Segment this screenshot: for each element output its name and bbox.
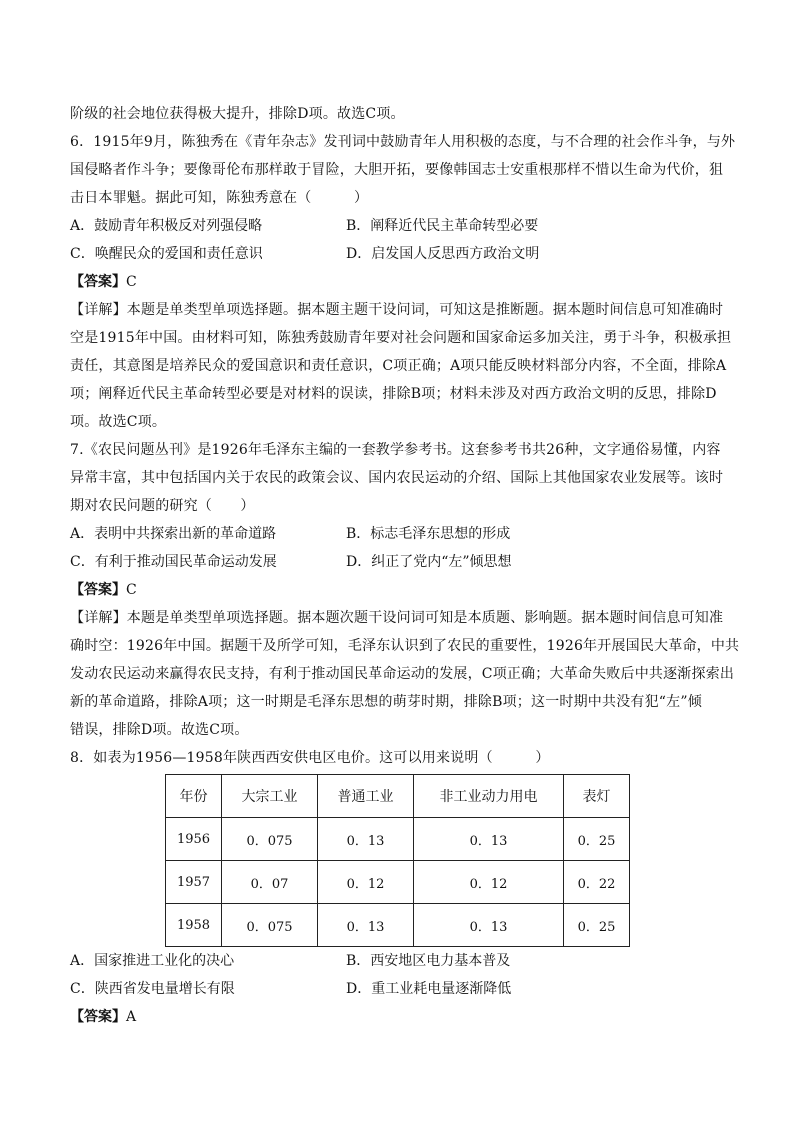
option-c: C．唤醒民众的爱国和责任意识 [70, 246, 263, 262]
table-cell: 0．13 [414, 818, 564, 861]
column-header-non-industrial-power: 非工业动力用电 [414, 775, 564, 818]
explanation-line: 【详解】本题是单类型单项选择题。据本题主题干设问词，可知这是推断题。据本题时间信息可知准确时 [70, 302, 724, 318]
option-d: D．启发国人反思西方政治文明 [346, 246, 540, 262]
explanation-line: 责任，其意图是培养民众的爱国意识和责任意识，C项正确；A项只能反映材料部分内容，不全面，排除A [70, 358, 727, 374]
table-row [166, 904, 630, 947]
table-cell: 0．13 [318, 904, 414, 947]
options-row [70, 520, 726, 548]
question-stem-line: 国侵略者作斗争；要像哥伦布那样敢于冒险，大胆开拓，要像韩国志士安重根那样不惜以生命为代价，狙 [70, 162, 724, 178]
answer-label: 【答案】 [70, 582, 126, 598]
answer-value: A [126, 1009, 137, 1025]
table-row [166, 818, 630, 861]
answer-label: 【答案】 [70, 1009, 126, 1025]
option-b: B．西安地区电力基本普及 [346, 953, 511, 969]
explanation-line: 确时空：1926年中国。据题干及所学可知，毛泽东认识到了农民的重要性，1926年开展国民大革命，中共 [70, 638, 740, 654]
question-stem-line: 7.《农民问题丛刊》是1926年毛泽东主编的一套教学参考书。这套参考书共26种，文字通俗易懂，内容 [70, 442, 721, 458]
options-row [70, 212, 726, 240]
option-a: A．国家推进工业化的决心 [70, 953, 235, 969]
explanation-line: 发动农民运动来赢得农民支持，有利于推动国民革命运动的发展，C项正确；大革命失败后中共逐渐探索出 [70, 666, 735, 682]
options-row [70, 975, 726, 1003]
option-b: B．阐释近代民主革命转型必要 [346, 218, 539, 234]
question-stem-line: 击日本罪魁。据此可知，陈独秀意在（ ） [70, 190, 369, 206]
table-header-row [166, 775, 630, 818]
table-cell: 0．13 [414, 904, 564, 947]
table-cell: 1956 [166, 818, 222, 861]
question-8 [70, 744, 726, 1031]
answer-label: 【答案】 [70, 274, 126, 290]
explanation-line: 空是1915年中国。由材料可知，陈独秀鼓励青年要对社会问题和国家命运多加关注，勇于斗争，积极承担 [70, 330, 732, 346]
option-d: D．纠正了党内“左”倾思想 [346, 554, 512, 570]
table-cell: 1957 [166, 861, 222, 904]
table-cell: 0．12 [414, 861, 564, 904]
table-row [166, 861, 630, 904]
option-a: A．鼓励青年积极反对列强侵略 [70, 218, 263, 234]
question-stem-line: 期对农民问题的研究（ ） [70, 498, 255, 514]
explanation-line: 项；阐释近代民主革命转型必要是对材料的误读，排除B项；材料未涉及对西方政治文明的反思，排除D [70, 386, 717, 402]
answer-line [70, 268, 726, 296]
column-header-lighting: 表灯 [564, 775, 630, 818]
prev-explanation-end: 阶级的社会地位获得极大提升，排除D项。故选C项。 [70, 106, 405, 122]
table-cell: 0．07 [222, 861, 318, 904]
explanation-line: 项。故选C项。 [70, 414, 167, 430]
answer-line [70, 576, 726, 604]
option-c: C．有利于推动国民革命运动发展 [70, 554, 277, 570]
table-cell: 0．075 [222, 818, 318, 861]
question-stem-line: 异常丰富，其中包括国内关于农民的政策会议、国内农民运动的介绍、国际上其他国家农业发展等。该时 [70, 470, 724, 486]
option-a: A．表明中共探索出新的革命道路 [70, 526, 277, 542]
answer-line [70, 1003, 726, 1031]
answer-value: C [126, 274, 137, 290]
options-row [70, 947, 726, 975]
option-b: B．标志毛泽东思想的形成 [346, 526, 511, 542]
explanation-line: 新的革命道路，排除A项；这一时期是毛泽东思想的萌芽时期，排除B项；这一时期中共没有犯“左”倾 [70, 694, 702, 710]
question-stem-line: 8．如表为1956—1958年陕西西安供电区电价。这可以用来说明（ ） [70, 750, 550, 766]
question-stem-line: 6．1915年9月，陈独秀在《青年杂志》发刊词中鼓励青年人用积极的态度，与不合理的社会作斗争，与外 [70, 134, 736, 150]
explanation-line: 错误，排除D项。故选C项。 [70, 722, 249, 738]
question-7 [70, 436, 740, 744]
option-c: C．陕西省发电量增长有限 [70, 981, 235, 997]
answer-value: C [126, 582, 137, 598]
table-cell: 0．22 [564, 861, 630, 904]
table-cell: 0．12 [318, 861, 414, 904]
table-cell: 0．25 [564, 818, 630, 861]
column-header-general-industry: 普通工业 [318, 775, 414, 818]
question-6 [70, 128, 736, 436]
option-d: D．重工业耗电量逐渐降低 [346, 981, 512, 997]
column-header-year: 年份 [166, 775, 222, 818]
table-cell: 0．13 [318, 818, 414, 861]
options-row [70, 240, 726, 268]
table-cell: 0．075 [222, 904, 318, 947]
explanation-line: 【详解】本题是单类型单项选择题。据本题次题干设问词可知是本质题、影响题。据本题时间信息可知准 [70, 610, 724, 626]
column-header-heavy-industry: 大宗工业 [222, 775, 318, 818]
table-cell: 0．25 [564, 904, 630, 947]
options-row [70, 548, 726, 576]
document-page [70, 100, 740, 1031]
table-cell: 1958 [166, 904, 222, 947]
electricity-price-table [165, 774, 630, 947]
